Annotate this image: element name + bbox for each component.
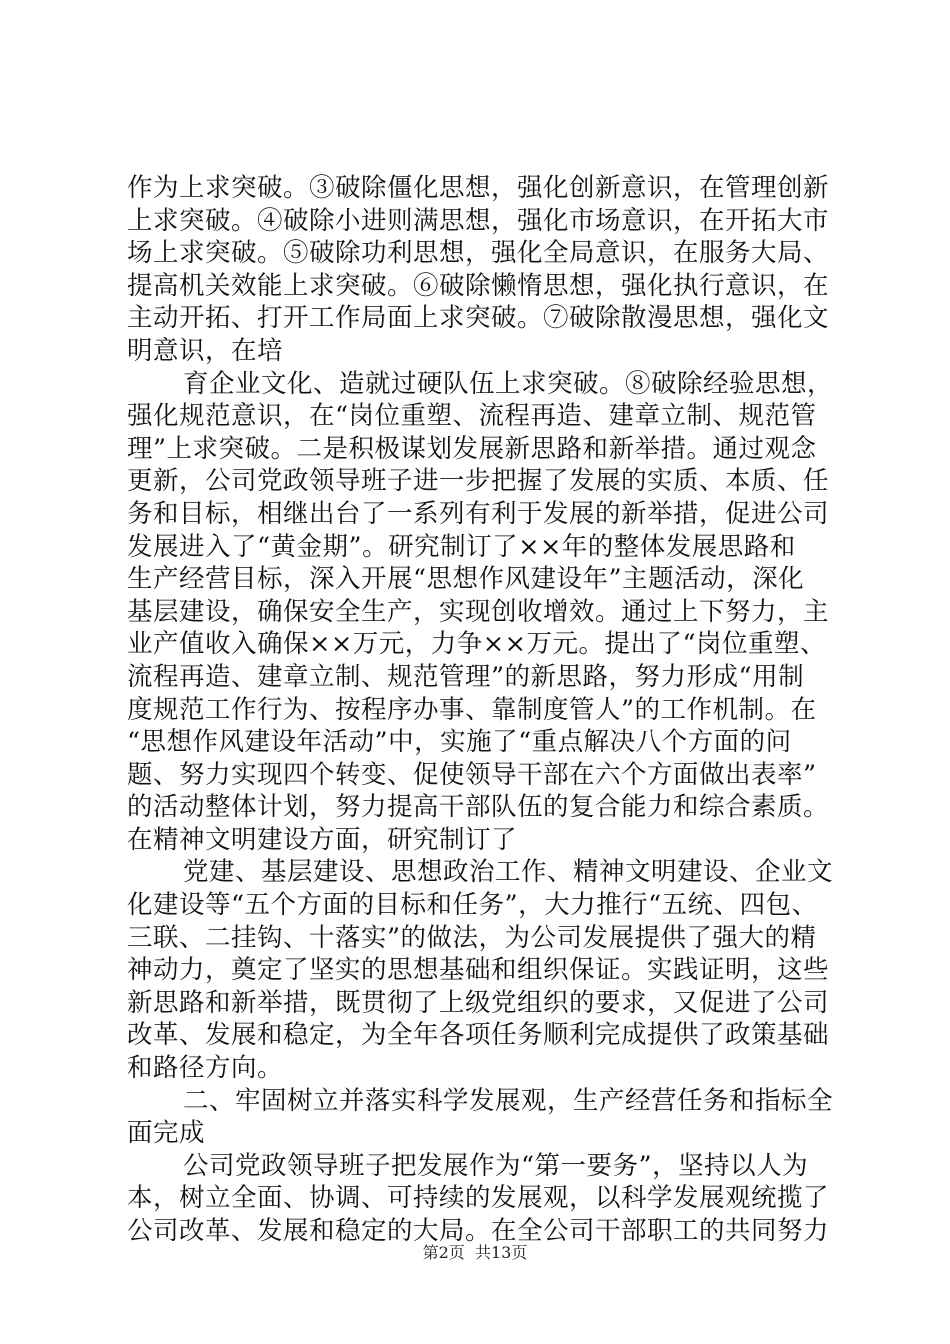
text-line: 流程再造、建章立制、规范管理”的新思路，努力形成“用制 xyxy=(127,661,805,692)
page-total: 共13页 xyxy=(474,1243,528,1262)
text-line: 改革、发展和稳定，为全年各项任务顺利完成提供了政策基础 xyxy=(127,1020,830,1051)
text-line: 三联、二挂钩、十落实”的做法，为公司发展提供了强大的精 xyxy=(127,922,817,953)
text-line: 新思路和新举措，既贯彻了上级党组织的要求，又促进了公司 xyxy=(127,987,830,1018)
page-number: 第2页 xyxy=(422,1243,465,1262)
text-line: 务和目标，相继出台了一系列有利于发展的新举措，促进公司 xyxy=(127,498,830,529)
text-line: 度规范工作行为、按程序办事、靠制度管人”的工作机制。在 xyxy=(127,694,817,725)
text-line: 强化规范意识，在“岗位重塑、流程再造、建章立制、规范管 xyxy=(127,401,817,432)
text-line: 提高机关效能上求突破。⑥破除懒惰思想，强化执行意识，在 xyxy=(127,270,830,301)
document-body xyxy=(127,172,832,1248)
text-line: 明意识，在培 xyxy=(127,335,284,366)
text-line: 场上求突破。⑤破除功利思想，强化全局意识，在服务大局、 xyxy=(127,238,830,269)
text-line: 在精神文明建设方面，研究制订了 xyxy=(127,824,518,855)
text-line: 化建设等“五个方面的目标和任务”，大力推行“五统、四包、 xyxy=(127,890,818,921)
text-line: 主动开拓、打开工作局面上求突破。⑦破除散漫思想，强化文 xyxy=(127,303,830,334)
text-line: 业产值收入确保××万元，力争××万元。提出了“岗位重塑、 xyxy=(127,629,827,660)
text-line: 本，树立全面、协调、可持续的发展观，以科学发展观统揽了 xyxy=(127,1183,830,1214)
footer-separator xyxy=(465,1243,475,1262)
text-line: 面完成 xyxy=(127,1118,206,1149)
text-line: 和路径方向。 xyxy=(127,1053,284,1084)
text-line: 更新，公司党政领导班子进一步把握了发展的实质、本质、任 xyxy=(127,466,830,497)
text-line: 二、牢固树立并落实科学发展观，生产经营任务和指标全 xyxy=(183,1085,834,1116)
text-line: 基层建设，确保安全生产，实现创收增效。通过上下努力，主 xyxy=(127,596,830,627)
text-line: 理”上求突破。二是积极谋划发展新思路和新举措。通过观念 xyxy=(127,433,817,464)
page-footer xyxy=(0,1243,950,1263)
text-line: 发展进入了“黄金期”。研究制订了××年的整体发展思路和 xyxy=(127,531,796,562)
text-line: 上求突破。④破除小进则满思想，强化市场意识，在开拓大市 xyxy=(127,205,830,236)
text-line: “思想作风建设年活动”中，实施了“重点解决八个方面的问 xyxy=(127,727,792,758)
text-line: 育企业文化、造就过硬队伍上求突破。⑧破除经验思想， xyxy=(183,368,834,399)
text-line: 作为上求突破。③破除僵化思想，强化创新意识，在管理创新 xyxy=(127,173,830,203)
text-line: 生产经营目标，深入开展“思想作风建设年”主题活动，深化 xyxy=(127,564,805,595)
text-line: 神动力，奠定了坚实的思想基础和组织保证。实践证明，这些 xyxy=(127,955,830,986)
text-line: 公司党政领导班子把发展作为“第一要务”，坚持以人为 xyxy=(183,1150,809,1181)
text-line: 题、努力实现四个转变、促使领导干部在六个方面做出表率” xyxy=(127,759,817,790)
text-line: 的活动整体计划，努力提高干部队伍的复合能力和综合素质。 xyxy=(127,792,830,823)
text-line: 公司改革、发展和稳定的大局。在全公司干部职工的共同努力 xyxy=(127,1216,830,1246)
text-line: 党建、基层建设、思想政治工作、精神文明建设、企业文 xyxy=(183,857,834,888)
